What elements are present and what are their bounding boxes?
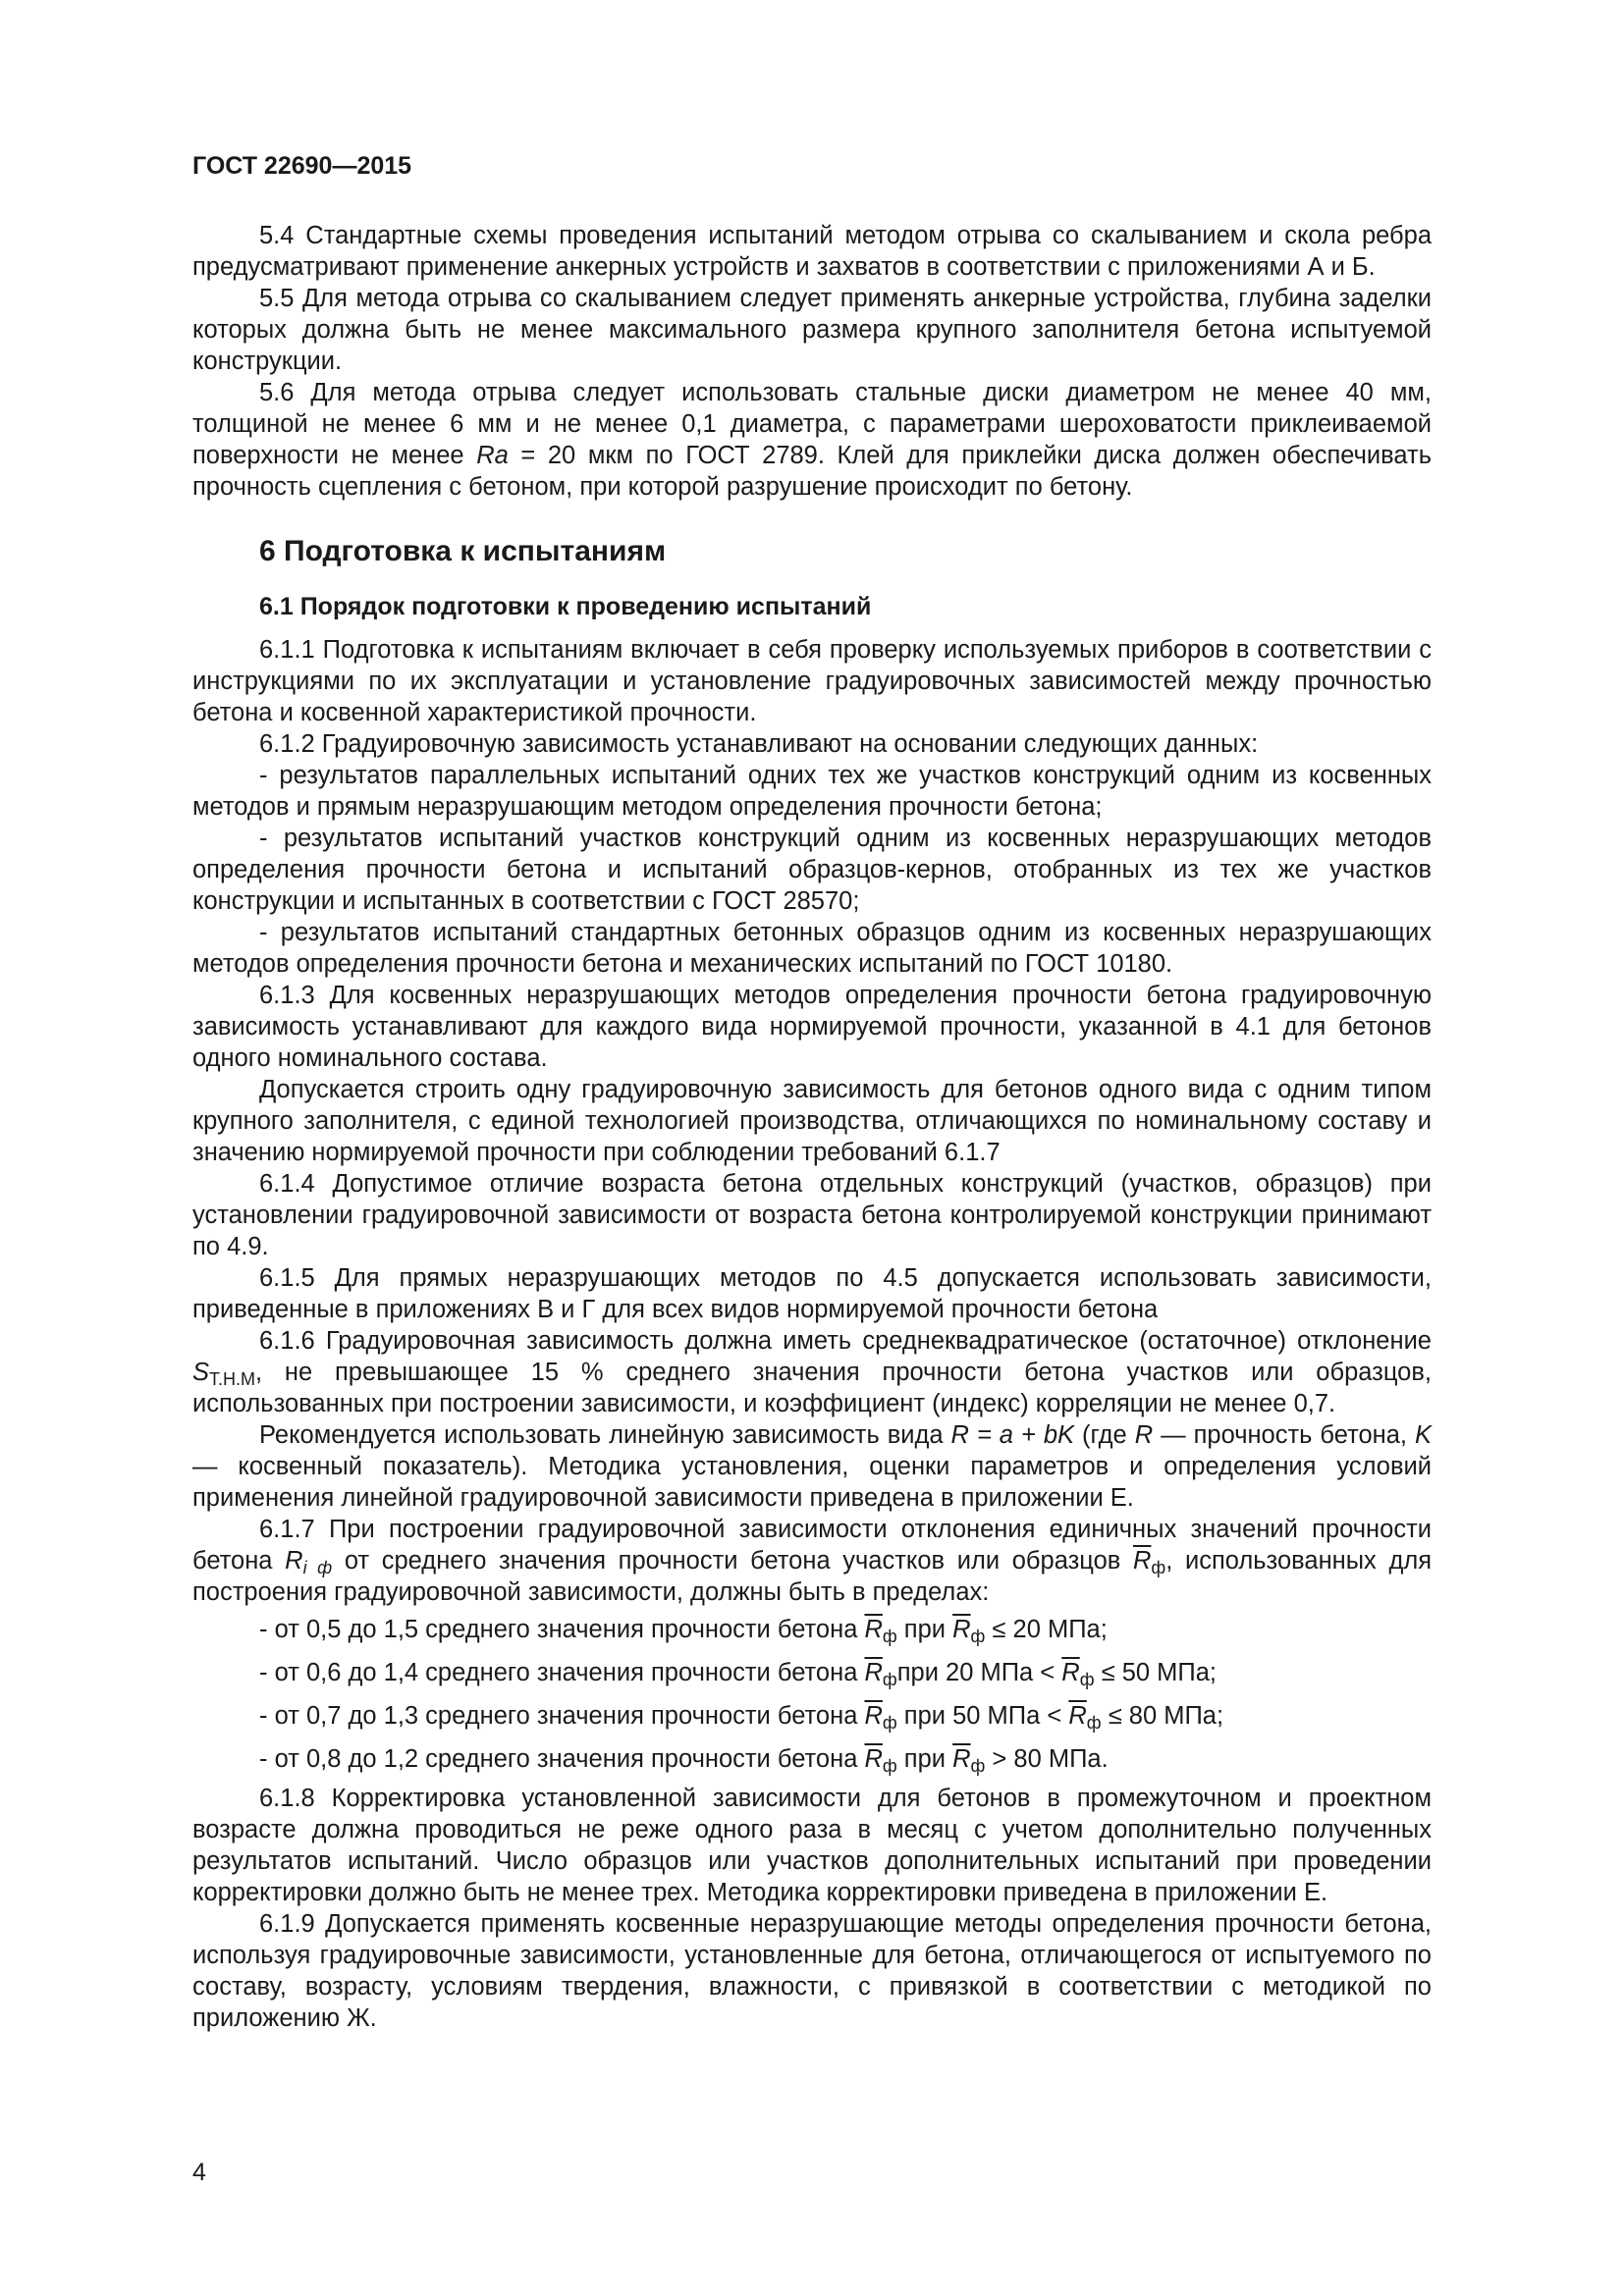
paragraph-6-1-6-text-b: , не превышающее 15 % среднего значения прочности бетона участков или образцов, использованных при построении зависимости, и коэффициент (индекс) корреляции не менее 0,7. — [192, 1359, 1432, 1417]
paragraph-6-1-9: 6.1.9 Допускается применять косвенные неразрушающие методы определения прочности бетона, используя градуировочные зависимости, установленные для бетона, отличающегося от испытуемого по составу, возрасту, условиям твердения, влажности, с привязкой в соответствии с методикой по приложению Ж. — [192, 1910, 1432, 2032]
paragraph-6-1-7 — [192, 1514, 1432, 1608]
page-number: 4 — [192, 2159, 206, 2186]
paragraph-6-1-7-text-a: 6.1.7 При построении градуировочной зависимости отклонения единичных значений прочности бетона — [192, 1516, 1432, 1575]
document-code-header: ГОСТ 22690—2015 — [192, 152, 412, 180]
symbol-ri: R — [285, 1547, 303, 1575]
deviation-symbol: S — [192, 1359, 210, 1386]
list-item: - от 0,7 до 1,3 среднего значения прочности бетона $\overline{R}_ф$ при 50 МПа < $\overline{R}_ф \le 80$ МПа; — [259, 1702, 1224, 1733]
bullet-item-3: - результатов испытаний стандартных бетонных образцов одним из косвенных неразрушающих методов определения прочности бетона и механических испытаний по ГОСТ 10180. — [192, 919, 1432, 978]
paragraph-5-6-text-b: = 20 мкм по ГОСТ 2789. Клей для приклейки диска должен обеспечивать прочность сцепления с бетоном, при которой разрушение происходит по бетону. — [192, 442, 1432, 501]
list-item: - от 0,5 до 1,5 среднего значения прочности бетона $\overline{R}_ф$ при $\overline{R}_ф \le 20$ МПа; — [259, 1616, 1108, 1646]
paragraph-6-1-6-text-a: 6.1.6 Градуировочная зависимость должна иметь среднеквадратическое (остаточное) отклонение — [259, 1327, 1432, 1355]
section-6-title: 6 Подготовка к испытаниям — [259, 535, 667, 567]
symbol-r-mean: $\overline{R}$ — [1132, 1547, 1152, 1575]
deviation-limits-list — [192, 1608, 1432, 1781]
recommendation-text-a: Рекомендуется использовать линейную зависимость вида — [259, 1421, 951, 1449]
paragraph-6-1-7-text-b: от среднего значения прочности бетона участков или образцов — [332, 1547, 1133, 1575]
roughness-symbol: Ra — [476, 442, 509, 469]
page-content — [192, 220, 1432, 2034]
symbol-r-mean-subscript: ф — [1151, 1558, 1166, 1577]
paragraph-5-4: 5.4 Стандартные схемы проведения испытаний методом отрыва со скалыванием и скола ребра предусматривают применение анкерных устройств и захватов в соответствии с приложениями А и Б. — [192, 222, 1432, 281]
recommendation-text-c: — прочность бетона, — [1153, 1421, 1415, 1449]
subsection-6-1-title: 6.1 Порядок подготовки к проведению испытаний — [259, 593, 872, 620]
paragraph-5-6 — [192, 377, 1432, 503]
paragraph-6-1-7-text-c: , использованных для построения градуировочной зависимости, должны быть в пределах: — [192, 1547, 1433, 1606]
recommendation-text-d: — косвенный показатель). Методика установления, оценки параметров и определения условий применения линейной градуировочной зависимости приведена в приложении Е. — [192, 1453, 1432, 1512]
paragraph-6-1-3-note: Допускается строить одну градуировочную зависимость для бетонов одного вида с одним типом крупного заполнителя, с единой технологией производства, отличающихся по номинальному составу и значению нормируемой прочности при соблюдении требований 6.1.7 — [192, 1076, 1432, 1166]
symbol-k: K — [1414, 1421, 1432, 1449]
paragraph-6-1-1: 6.1.1 Подготовка к испытаниям включает в себя проверку используемых приборов в соответствии с инструкциями по их эксплуатации и установление градуировочных зависимостей между прочностью бетона и косвенной характеристикой прочности. — [192, 636, 1432, 726]
paragraph-6-1-4: 6.1.4 Допустимое отличие возраста бетона отдельных конструкций (участков, образцов) при установлении градуировочной зависимости от возраста бетона контролируемой конструкции принимают по 4.9. — [192, 1170, 1432, 1260]
bullet-item-1: - результатов параллельных испытаний одних тех же участков конструкций одним из косвенных методов и прямым неразрушающим методом определения прочности бетона; — [192, 762, 1432, 821]
deviation-subscript: Т.Н.М — [209, 1369, 256, 1389]
list-item: - от 0,6 до 1,4 среднего значения прочности бетона $\overline{R}_фпри$ 20 МПа < $\overline{R}_ф \le 50$ МПа; — [259, 1659, 1217, 1689]
paragraph-6-1-8: 6.1.8 Корректировка установленной зависимости для бетонов в промежуточном и проектном возрасте должна проводиться не реже одного раза в месяц с учетом дополнительно полученных результатов испытаний. Число образцов или участков дополнительных испытаний при проведении корректировки должно быть не менее трех. Методика корректировки приведена в приложении Е. — [192, 1785, 1432, 1906]
paragraph-6-1-6 — [192, 1325, 1432, 1419]
bullet-item-2: - результатов испытаний участков конструкций одним из косвенных неразрушающих методов определения прочности бетона и испытаний образцов-кернов, отобранных из тех же участков конструкции и испытанных в соответствии с ГОСТ 28570; — [192, 825, 1432, 915]
list-item: - от 0,8 до 1,2 среднего значения прочности бетона $\overline{R}_ф$ при $\overline{R}_ф > 80$ МПа. — [259, 1745, 1109, 1776]
recommendation-text-b: (где — [1074, 1421, 1135, 1449]
paragraph-5-6-text-a: 5.6 Для метода отрыва следует использовать стальные диски диаметром не менее 40 мм, толщиной не менее 6 мм и не менее 0,1 диаметра, с параметрами шероховатости приклеиваемой поверхности не менее — [192, 379, 1432, 469]
symbol-r: R — [1134, 1421, 1154, 1449]
paragraph-6-1-2: 6.1.2 Градуировочную зависимость устанавливают на основании следующих данных: — [259, 730, 1259, 758]
linear-formula: R = a + bK — [950, 1421, 1075, 1449]
paragraph-recommendation — [192, 1419, 1432, 1514]
paragraph-5-5: 5.5 Для метода отрыва со скалыванием следует применять анкерные устройства, глубина заделки которых должна быть не менее максимального размера крупного заполнителя бетона испытуемой конструкции. — [192, 285, 1432, 375]
paragraph-6-1-5: 6.1.5 Для прямых неразрушающих методов по 4.5 допускается использовать зависимости, приведенные в приложениях В и Г для всех видов нормируемой прочности бетона — [192, 1264, 1432, 1323]
paragraph-6-1-3: 6.1.3 Для косвенных неразрушающих методов определения прочности бетона градуировочную зависимость устанавливают для каждого вида нормируемой прочности, указанной в 4.1 для бетонов одного номинального состава. — [192, 982, 1432, 1072]
symbol-ri-subscript: i ф — [302, 1558, 333, 1577]
